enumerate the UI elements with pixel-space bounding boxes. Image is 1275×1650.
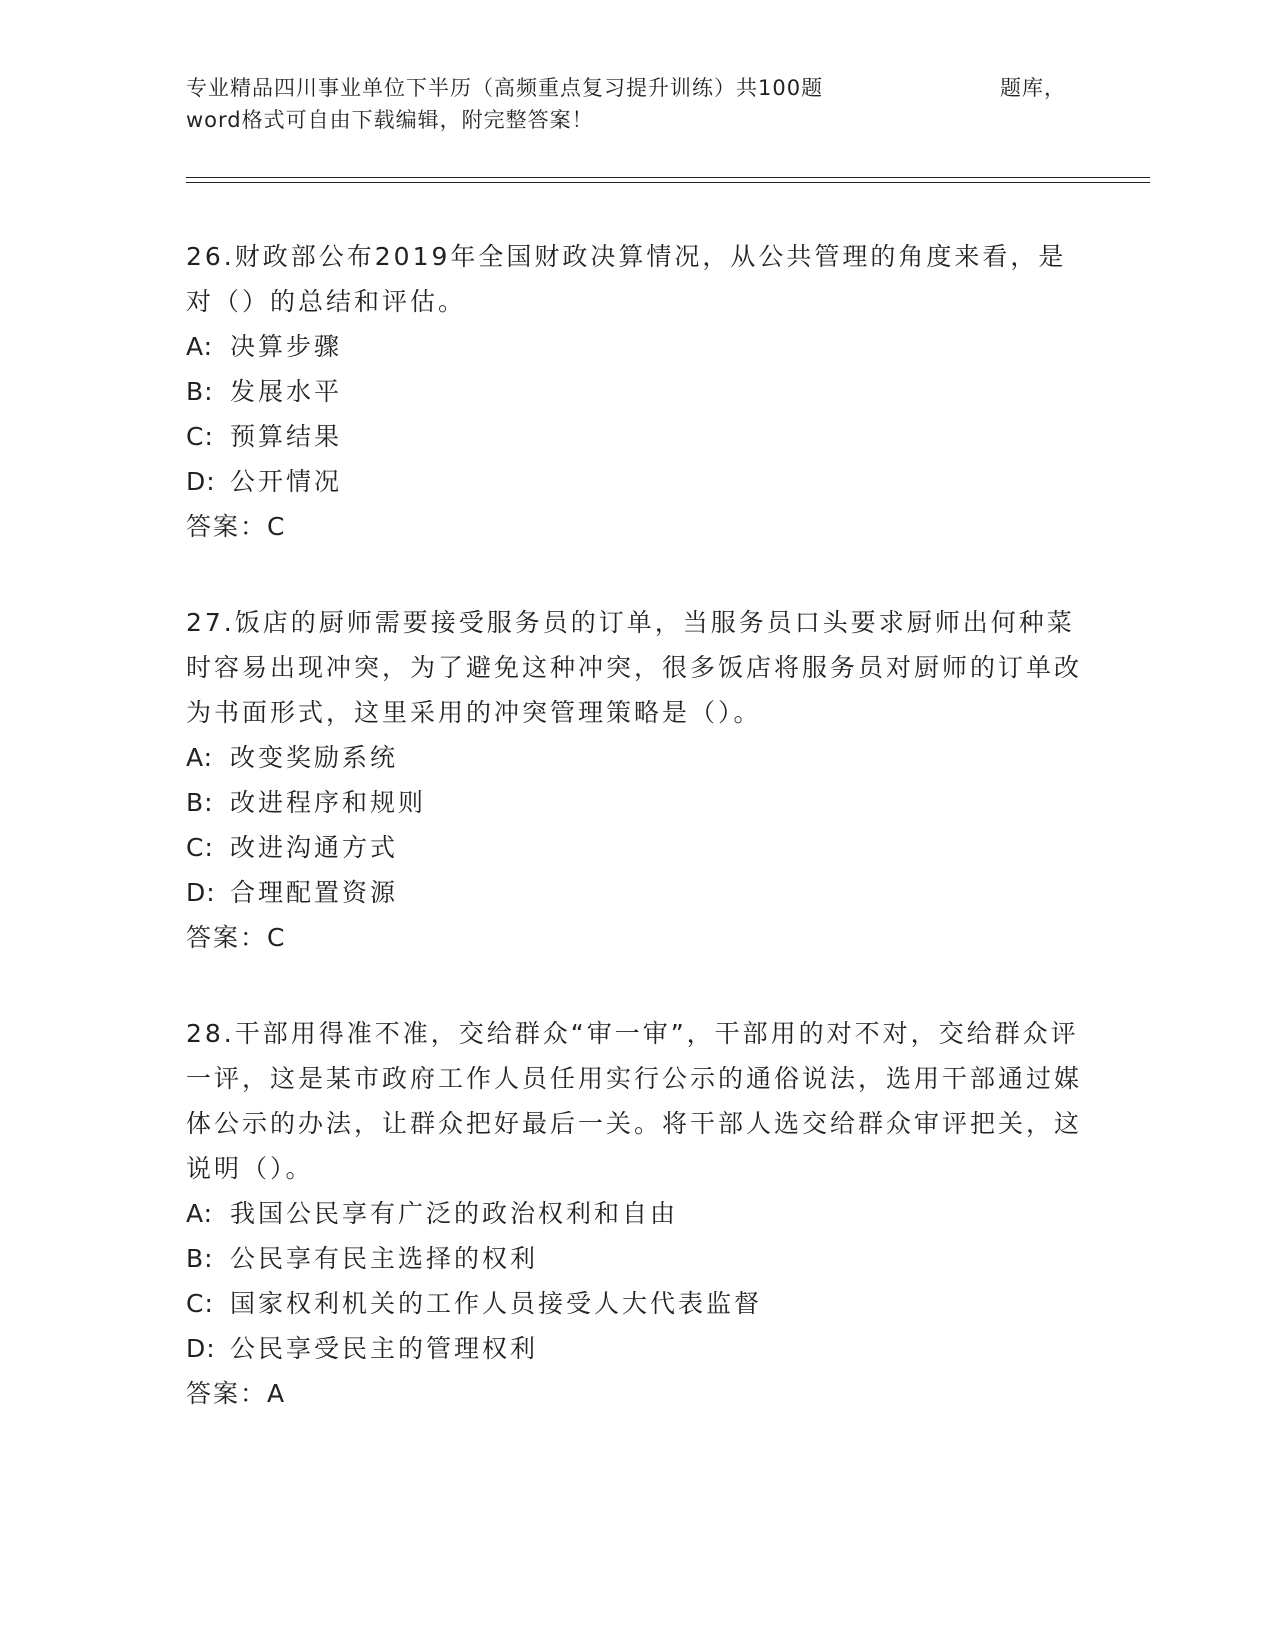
header-title: 专业精品四川事业单位下半历（高频重点复习提升训练）共100题 [186,76,824,100]
answer: 答案：C [186,923,287,952]
option-c [186,414,1086,459]
header-divider-top [186,177,1150,178]
option-b [186,1236,1086,1281]
header-title-suffix: 题库， [1000,76,1066,100]
header-subtitle: word格式可自由下载编辑，附完整答案！ [186,108,594,132]
answer: 答案：C [186,512,287,541]
option-key: D: [186,878,216,907]
option-key: D: [186,467,216,496]
option-key: C: [186,1289,214,1318]
option-key: C: [186,422,214,451]
option-text: 国家权利机关的工作人员接受人大代表监督 [230,1289,763,1318]
question-stem: 28.干部用得准不准，交给群众“审一审”，干部用的对不对，交给群众评一评，这是某市政府工作人员任用实行公示的通俗说法，选用干部通过媒体公示的办法，让群众把好最后一关。将干部人选交给群众审评把关，这说明（）。 [186,1019,1083,1183]
option-text: 预算结果 [230,422,343,451]
document-header [186,72,1066,136]
question-stem: 27.饭店的厨师需要接受服务员的订单，当服务员口头要求厨师出何种菜时容易出现冲突，为了避免这种冲突，很多饭店将服务员对厨师的订单改为书面形式，这里采用的冲突管理策略是（）。 [186,608,1083,727]
option-a [186,324,1086,369]
option-text: 公民享有民主选择的权利 [230,1244,539,1273]
option-b [186,780,1086,825]
option-key: B: [186,788,214,817]
option-text: 改进沟通方式 [230,833,399,862]
question-27 [186,600,1086,960]
answer: 答案：A [186,1379,287,1408]
option-key: A: [186,332,214,361]
option-text: 改变奖励系统 [230,743,399,772]
option-a [186,1191,1086,1236]
option-d [186,459,1086,504]
option-text: 合理配置资源 [230,878,399,907]
option-key: B: [186,377,214,406]
option-c [186,1281,1086,1326]
option-key: B: [186,1244,214,1273]
question-26 [186,234,1086,549]
option-b [186,369,1086,414]
option-text: 我国公民享有广泛的政治权利和自由 [230,1199,679,1228]
option-key: D: [186,1334,216,1363]
header-divider-bottom [186,182,1150,183]
header-line-1 [186,72,1066,104]
question-stem: 26.财政部公布2019年全国财政决算情况，从公共管理的角度来看，是对（）的总结和评估。 [186,242,1067,316]
option-text: 决算步骤 [230,332,343,361]
option-d [186,870,1086,915]
option-key: C: [186,833,214,862]
option-text: 发展水平 [230,377,343,406]
option-text: 改进程序和规则 [230,788,427,817]
option-c [186,825,1086,870]
option-key: A: [186,1199,214,1228]
option-text: 公民享受民主的管理权利 [230,1334,539,1363]
option-a [186,735,1086,780]
option-key: A: [186,743,214,772]
option-d [186,1326,1086,1371]
option-text: 公开情况 [230,467,343,496]
question-28 [186,1011,1086,1416]
